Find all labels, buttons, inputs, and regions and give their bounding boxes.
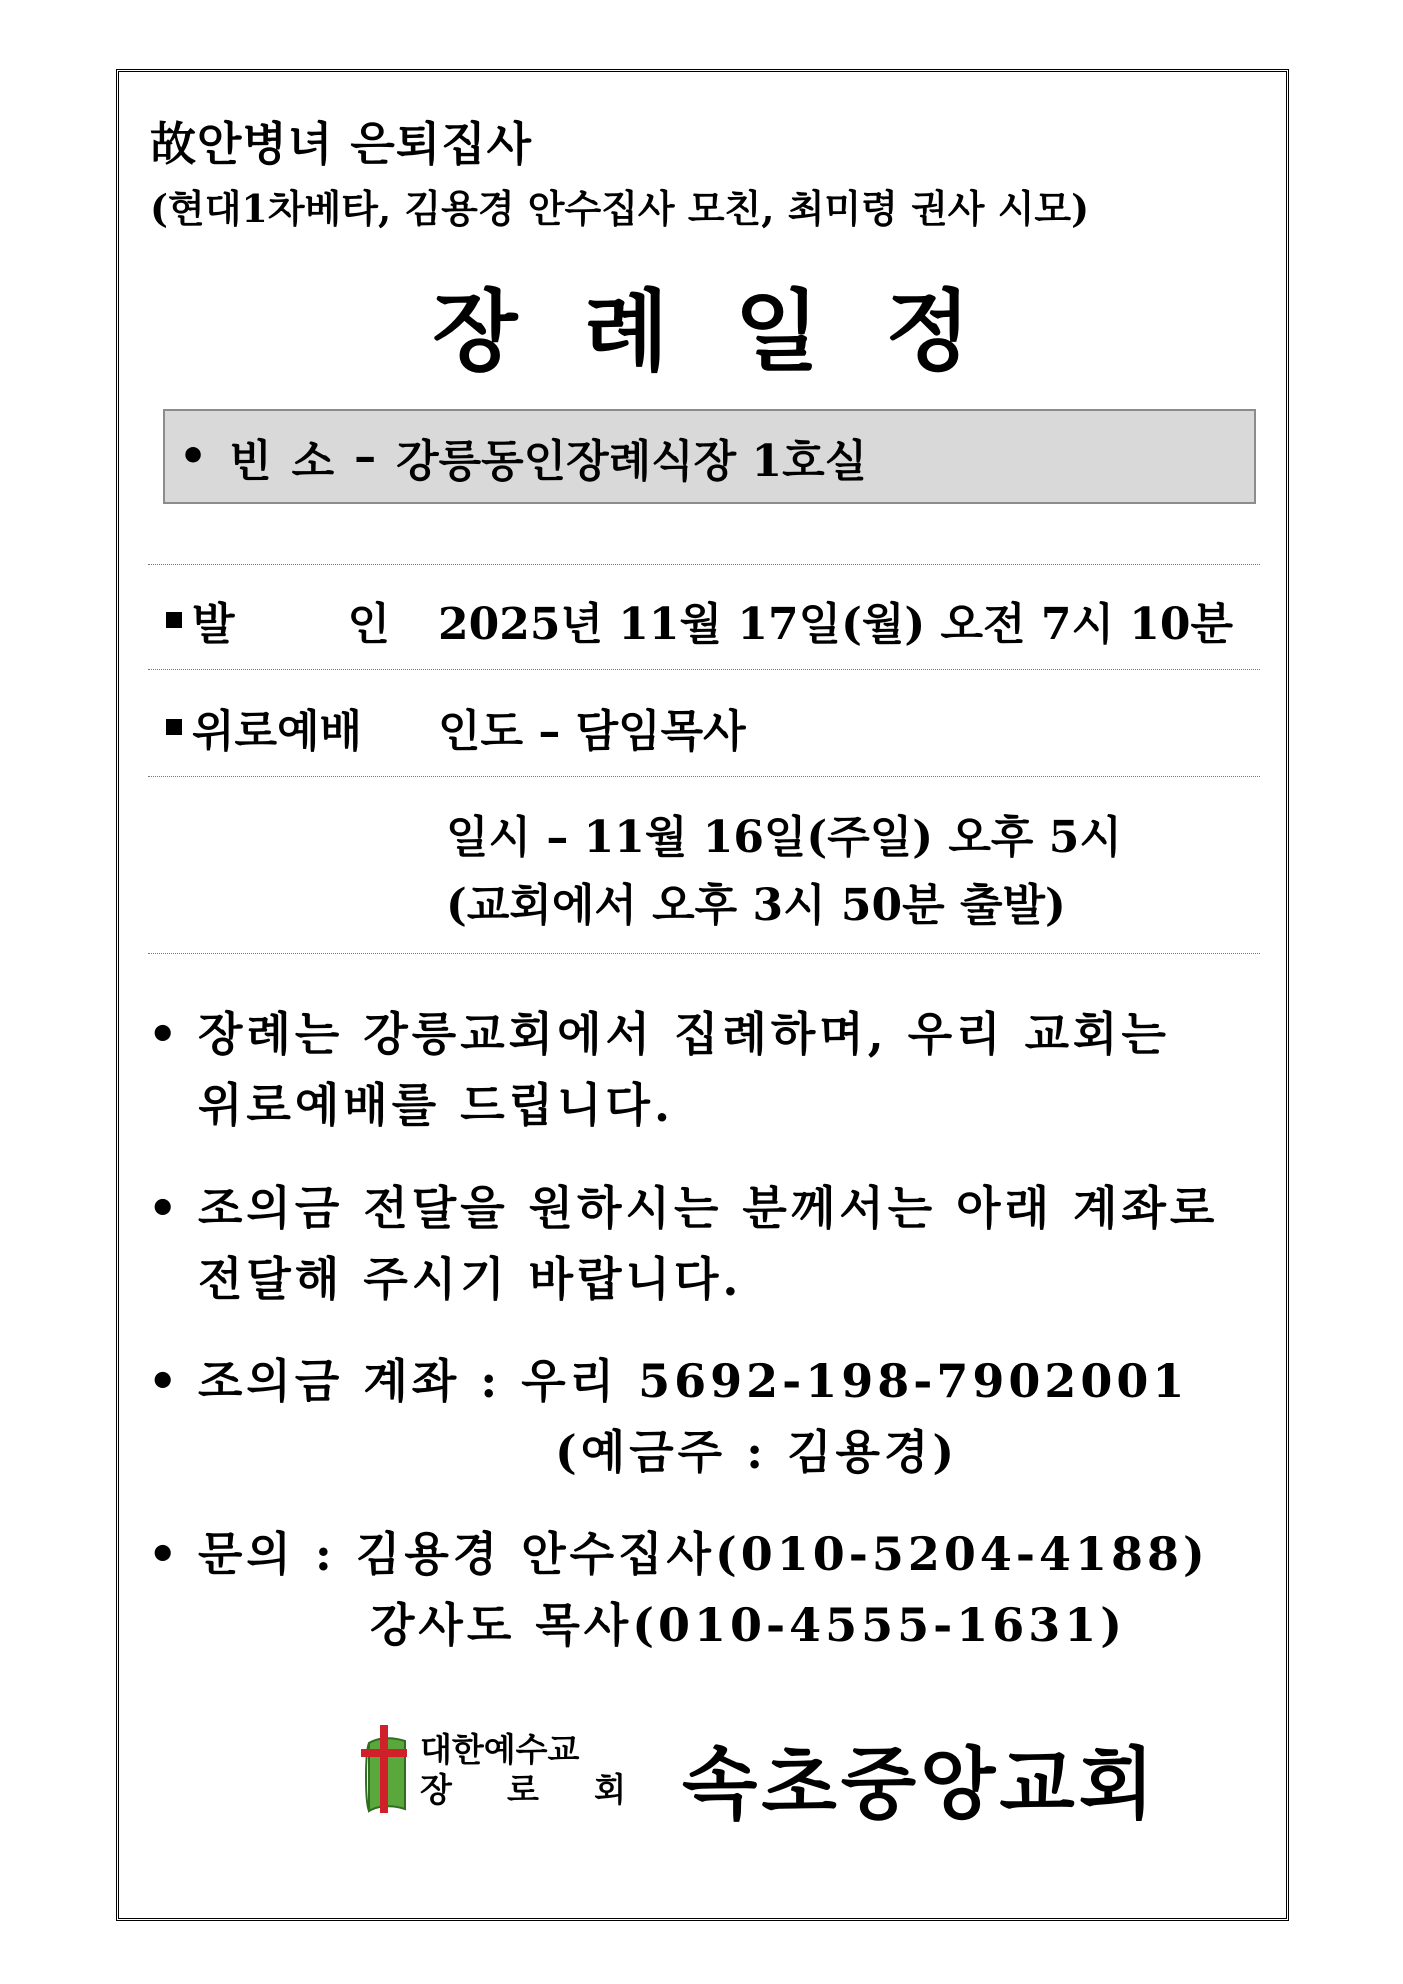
divider <box>148 953 1260 954</box>
memorial-datetime: 일시 – 11월 16일(주일) 오후 5시 <box>446 812 1122 863</box>
church-name: 속초중앙교회 <box>682 1739 1159 1830</box>
venue-bullet: • <box>179 431 208 482</box>
cross-bible-logo-icon <box>355 1723 413 1815</box>
divider <box>148 564 1260 565</box>
venue-label-first: 빈 <box>229 435 272 487</box>
notice-title: 故안병녀 은퇴집사 <box>150 117 533 171</box>
contact-line-cont: 강사도 목사(010-4555-1631) <box>370 1598 1126 1652</box>
note-item <box>148 998 1170 1064</box>
departure-row <box>166 588 1233 652</box>
account-holder: (예금주 : 김용경) <box>555 1425 959 1479</box>
venue-box <box>163 409 1256 504</box>
memorial-leader: 인도 – 담임목사 <box>438 706 746 757</box>
note-line-cont: 위로예배를 드립니다. <box>198 1078 674 1132</box>
note-bullet: • <box>148 1007 182 1061</box>
note-line: 조의금 전달을 원하시는 분께서는 아래 계좌로 <box>198 1181 1219 1235</box>
main-heading: 장례일정 <box>432 279 1037 383</box>
note-item <box>148 1172 1218 1238</box>
departure-label: 발 인 <box>192 599 390 650</box>
note-bullet: • <box>148 1527 182 1581</box>
departure-value: 2025년 11월 17일(월) 오전 7시 10분 <box>438 599 1234 650</box>
divider <box>148 776 1260 777</box>
account-line: 조의금 계좌 : 우리 5692-198-7902001 <box>198 1354 1189 1408</box>
denomination-name <box>420 1730 626 1810</box>
venue-dash: – <box>354 431 377 482</box>
contact-item <box>148 1518 1209 1584</box>
square-bullet-icon <box>166 612 182 628</box>
memorial-label: 위로예배 <box>192 706 363 757</box>
notice-subtitle: (현대1차베타, 김용경 안수집사 모친, 최미령 권사 시모) <box>150 186 1090 231</box>
memorial-departure-note: (교회에서 오후 3시 50분 출발) <box>446 880 1066 931</box>
note-line: 장례는 강릉교회에서 집례하며, 우리 교회는 <box>198 1007 1170 1061</box>
note-bullet: • <box>148 1354 182 1408</box>
square-bullet-icon <box>166 719 182 735</box>
note-line-cont: 전달해 주시기 바랍니다. <box>198 1252 743 1306</box>
contact-line: 문의 : 김용경 안수집사(010-5204-4188) <box>198 1527 1209 1581</box>
memorial-row <box>166 695 746 759</box>
note-bullet: • <box>148 1181 182 1235</box>
divider <box>148 669 1260 670</box>
denomination-line-2: 장 로 회 <box>420 1770 626 1809</box>
venue-label-second: 소 <box>291 435 335 487</box>
denomination-line-1: 대한예수교 <box>420 1730 580 1769</box>
account-item <box>148 1345 1188 1411</box>
venue-value: 강릉동인장례식장 1호실 <box>396 435 868 487</box>
